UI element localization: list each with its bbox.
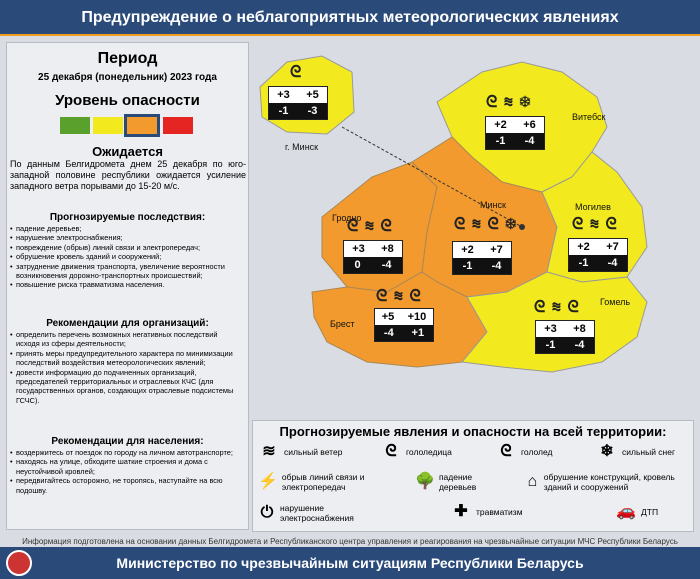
city-label-minsk: Минск	[480, 200, 506, 210]
temp-box-gomel: +3 +8 -1 -4	[535, 320, 595, 354]
plug-icon: ⏻	[260, 504, 274, 521]
car-icon: 🚗	[616, 503, 636, 520]
legend-title: Прогнозируемые явления и опасности на всей территории:	[279, 424, 667, 439]
list-item: • определить перечень возможных негативных последствий исходя из сферы деятельности;	[10, 330, 242, 349]
power-line-icon: ⚡	[258, 473, 278, 490]
legend-item-house: ⌂ обрушение конструкций, кровель зданий и сооружений	[525, 472, 690, 492]
weather-icons-gomel: ᘓ ≋ ᘓ	[534, 299, 580, 316]
list-item: • передвигайтесь осторожно, не торопясь, наступайте на всю подошву.	[10, 476, 242, 495]
temp-box-mogilev: +2 +7 -1 -4	[568, 238, 628, 272]
population-list	[10, 448, 242, 495]
header-title: Предупреждение о неблагоприятных метеорологических явлениях	[0, 0, 700, 36]
wind-icon: ≋	[262, 443, 276, 460]
temp-box-minsk-city: +3 +5 -1 -3	[268, 86, 328, 120]
level-red-swatch	[163, 117, 193, 134]
weather-icons-minsk: ᘓ ≋ ᘓ ❄	[454, 216, 518, 233]
list-item: • повышение риска травматизма населения.	[10, 280, 242, 289]
list-item: • повреждение (обрыв) линий связи и электропередач;	[10, 243, 242, 252]
org-title: Рекомендации для организаций:	[46, 318, 209, 329]
snow-icon: ❄	[600, 443, 614, 460]
city-label-grodno: Гродно	[332, 213, 362, 223]
legend-item-snow: ❄ сильный снег	[596, 447, 675, 457]
expected-text: По данным Белгидромета днем 25 декабря по юго-западной половине республики ожидается усиление западного ветра порывами до 15-20 м/с.	[10, 159, 246, 191]
legend-item-icing: ᘓ гололедица	[380, 447, 452, 457]
legend-item-injury: ✚ травматизм	[450, 507, 523, 517]
org-list	[10, 330, 242, 405]
house-icon: ⌂	[527, 473, 538, 490]
ministry-title: Министерство по чрезвычайным ситуациям Республики Беларусь	[0, 547, 700, 579]
consequences-list	[10, 224, 242, 290]
city-label-brest: Брест	[330, 319, 355, 329]
period-date: 25 декабря (понедельник) 2023 года	[38, 72, 217, 83]
list-item: • обрушение кровель зданий и сооружений;	[10, 252, 242, 261]
city-label-mogilev: Могилев	[575, 202, 611, 212]
temp-box-grodno: +3 +8 0 -4	[343, 240, 403, 274]
city-label-minsk-city: г. Минск	[285, 142, 319, 152]
city-label-vitebsk: Витебск	[572, 112, 606, 122]
temp-box-brest: +5 +10 -4 +1	[374, 308, 434, 342]
list-item: • воздержитесь от поездок по городу на личном автотранспорте;	[10, 448, 242, 457]
list-item: • находясь на улице, обходите шаткие строения и дома с неустойчивой кровлей;	[10, 457, 242, 476]
level-yellow-swatch	[93, 117, 123, 134]
temp-box-minsk: +2 +7 -1 -4	[452, 241, 512, 275]
population-title: Рекомендации для населения:	[51, 436, 204, 447]
expected-title: Ожидается	[92, 144, 163, 159]
list-item: • затруднение движения транспорта, увеличение вероятности возникновения дорожно-транспортных происшествий;	[10, 262, 242, 281]
weather-icons-brest: ᘓ ≋ ᘓ	[376, 288, 422, 305]
city-label-gomel: Гомель	[600, 297, 631, 307]
weather-icons-minsk-city: ᘓ	[290, 64, 303, 81]
minsk-city-marker	[519, 224, 525, 230]
list-item: • принять меры предупредительного характера по минимизации последствий воздействия метеорологических явлений;	[10, 349, 242, 368]
source-note: Информация подготовлена на основании данных Белгидромета и Республиканского центра управления и реагирования на чрезвычайные ситуации МЧС Республики Беларусь	[22, 537, 678, 546]
legend-item-car: 🚗 ДТП	[616, 503, 659, 520]
list-item: • нарушение электроснабжения;	[10, 233, 242, 242]
level-title: Уровень опасности	[55, 92, 200, 109]
temp-box-vitebsk: +2 +6 -1 -4	[485, 116, 545, 150]
legend-item-tree: 🌳 падение деревьев	[415, 472, 477, 492]
legend-item-plug: ⏻ нарушение электроснабжения	[258, 503, 378, 523]
emergency-ministry-logo-icon	[6, 550, 32, 576]
weather-icons-mogilev: ᘓ ≋ ᘓ	[572, 216, 618, 233]
period-title: Период	[97, 50, 158, 67]
legend-item-ice: ᘓ гололед	[495, 447, 553, 457]
level-orange-swatch-selected	[124, 114, 160, 137]
ice-icon: ᘓ	[500, 443, 512, 460]
list-item: • довести информацию до подчиненных организаций, председателей территориальных и отраслевых КЧС (для государственных органов, создающих отраслевые подсистемы ГСЧС).	[10, 368, 242, 406]
weather-icons-grodno: ᘓ ≋ ᘓ	[347, 218, 393, 235]
consequences-title: Прогнозируемые последствия:	[49, 212, 206, 223]
list-item: • падение деревьев;	[10, 224, 242, 233]
legend-item-power-line: ⚡ обрыв линий связи и электропередач	[258, 472, 365, 492]
level-green-swatch	[60, 117, 90, 134]
weather-icons-vitebsk: ᘓ ≋ ❄	[486, 94, 532, 111]
injury-icon: ✚	[454, 503, 468, 520]
legend-item-wind: ≋ сильный ветер	[258, 447, 342, 457]
tree-icon: 🌳	[415, 473, 435, 490]
icing-icon: ᘓ	[385, 443, 397, 460]
